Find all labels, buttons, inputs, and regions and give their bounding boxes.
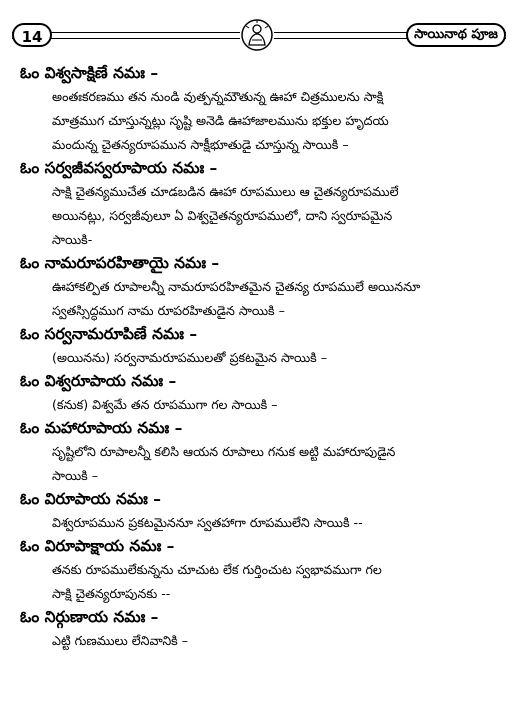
list-item (20, 370, 506, 417)
mantra-name: ఓం నిర్గుణాయ నమః – (20, 608, 159, 626)
page-header (12, 22, 506, 52)
mantra-name: ఓం విశ్వసాక్షిణే నమః – (20, 64, 159, 82)
mantra-name: ఓం విశ్వరూపాయ నమః – (20, 372, 177, 390)
mantra-meaning: సృష్టిలోని రూపాలన్నీ కలిసి ఆయన రూపాలు గనుక అట్టి మహారూపుడైన సాయికి – (52, 444, 396, 483)
list-item (20, 606, 506, 653)
list-item (20, 252, 506, 323)
page-number: 14 (12, 23, 52, 47)
content (20, 62, 506, 653)
mantra-meaning: అంతఃకరణము తన నుండి వుత్పన్నమౌతున్న ఊహా చిత్రములను సాక్షి మాత్రముగ చూస్తున్నట్లు సృష్టి అనెడి ఊహాజాలమును భక్తుల హృదయ మందున్న చైతన్యరూపమున సాక్షీభూతుడై చూస్తున్న సాయికి – (52, 89, 389, 152)
mantra-name: ఓం సర్వనామరూపిణే నమః – (20, 325, 198, 343)
mantra-meaning: (అయినను) సర్వనామరూపములతో ప్రకటమైన సాయికి – (52, 350, 328, 365)
mantra-name: ఓం మహారూపాయ నమః – (20, 419, 183, 437)
mantra-name: ఓం నామరూపరహితాయై నమః – (20, 254, 220, 272)
book-title: సాయినాథ పూజ (406, 23, 506, 47)
list-item (20, 535, 506, 606)
mantra-meaning: (కనుక) విశ్వమే తన రూపముగా గల సాయికి – (52, 397, 278, 412)
mantra-meaning: తనకు రూపములేకున్నను చూచుట లేక గుర్తించుట స్వభావముగా గల సాక్షి చైతన్యరూపునకు -- (52, 562, 382, 601)
mantra-name: ఓం విరూపాయ నమః – (20, 490, 161, 508)
mantra-name: ఓం విరూపాక్షాయ నమః – (20, 537, 175, 555)
mantra-name: ఓం సర్వజీవస్వరూపాయ నమః – (20, 159, 218, 177)
list-item (20, 488, 506, 535)
deity-emblem-icon (240, 18, 274, 52)
list-item (20, 323, 506, 370)
list-item (20, 157, 506, 252)
mantra-meaning: ఎట్టి గుణములు లేనివానికి – (52, 633, 189, 648)
mantra-meaning: విశ్వరూపమున ప్రకటమైననూ స్వతహాగా రూపములేని సాయికి -- (52, 515, 363, 530)
list-item (20, 417, 506, 488)
list-item (20, 62, 506, 157)
mantra-meaning: సాక్షి చైతన్యముచేత చూడబడిన ఊహా రూపములు ఆ చైతన్యరూపములే అయినట్లు, సర్వజీవులూ ఏ విశ్వచైతన్యరూపములో, దాని స్వరూపమైన సాయికి- (52, 184, 399, 247)
mantra-meaning: ఊహాకల్పిత రూపాలన్నీ నామరూపరహితమైన చైతన్య రూపములే అయిననూ స్వతస్సిద్ధముగ నామ రూపరహితుడైన సాయికి – (52, 279, 421, 318)
